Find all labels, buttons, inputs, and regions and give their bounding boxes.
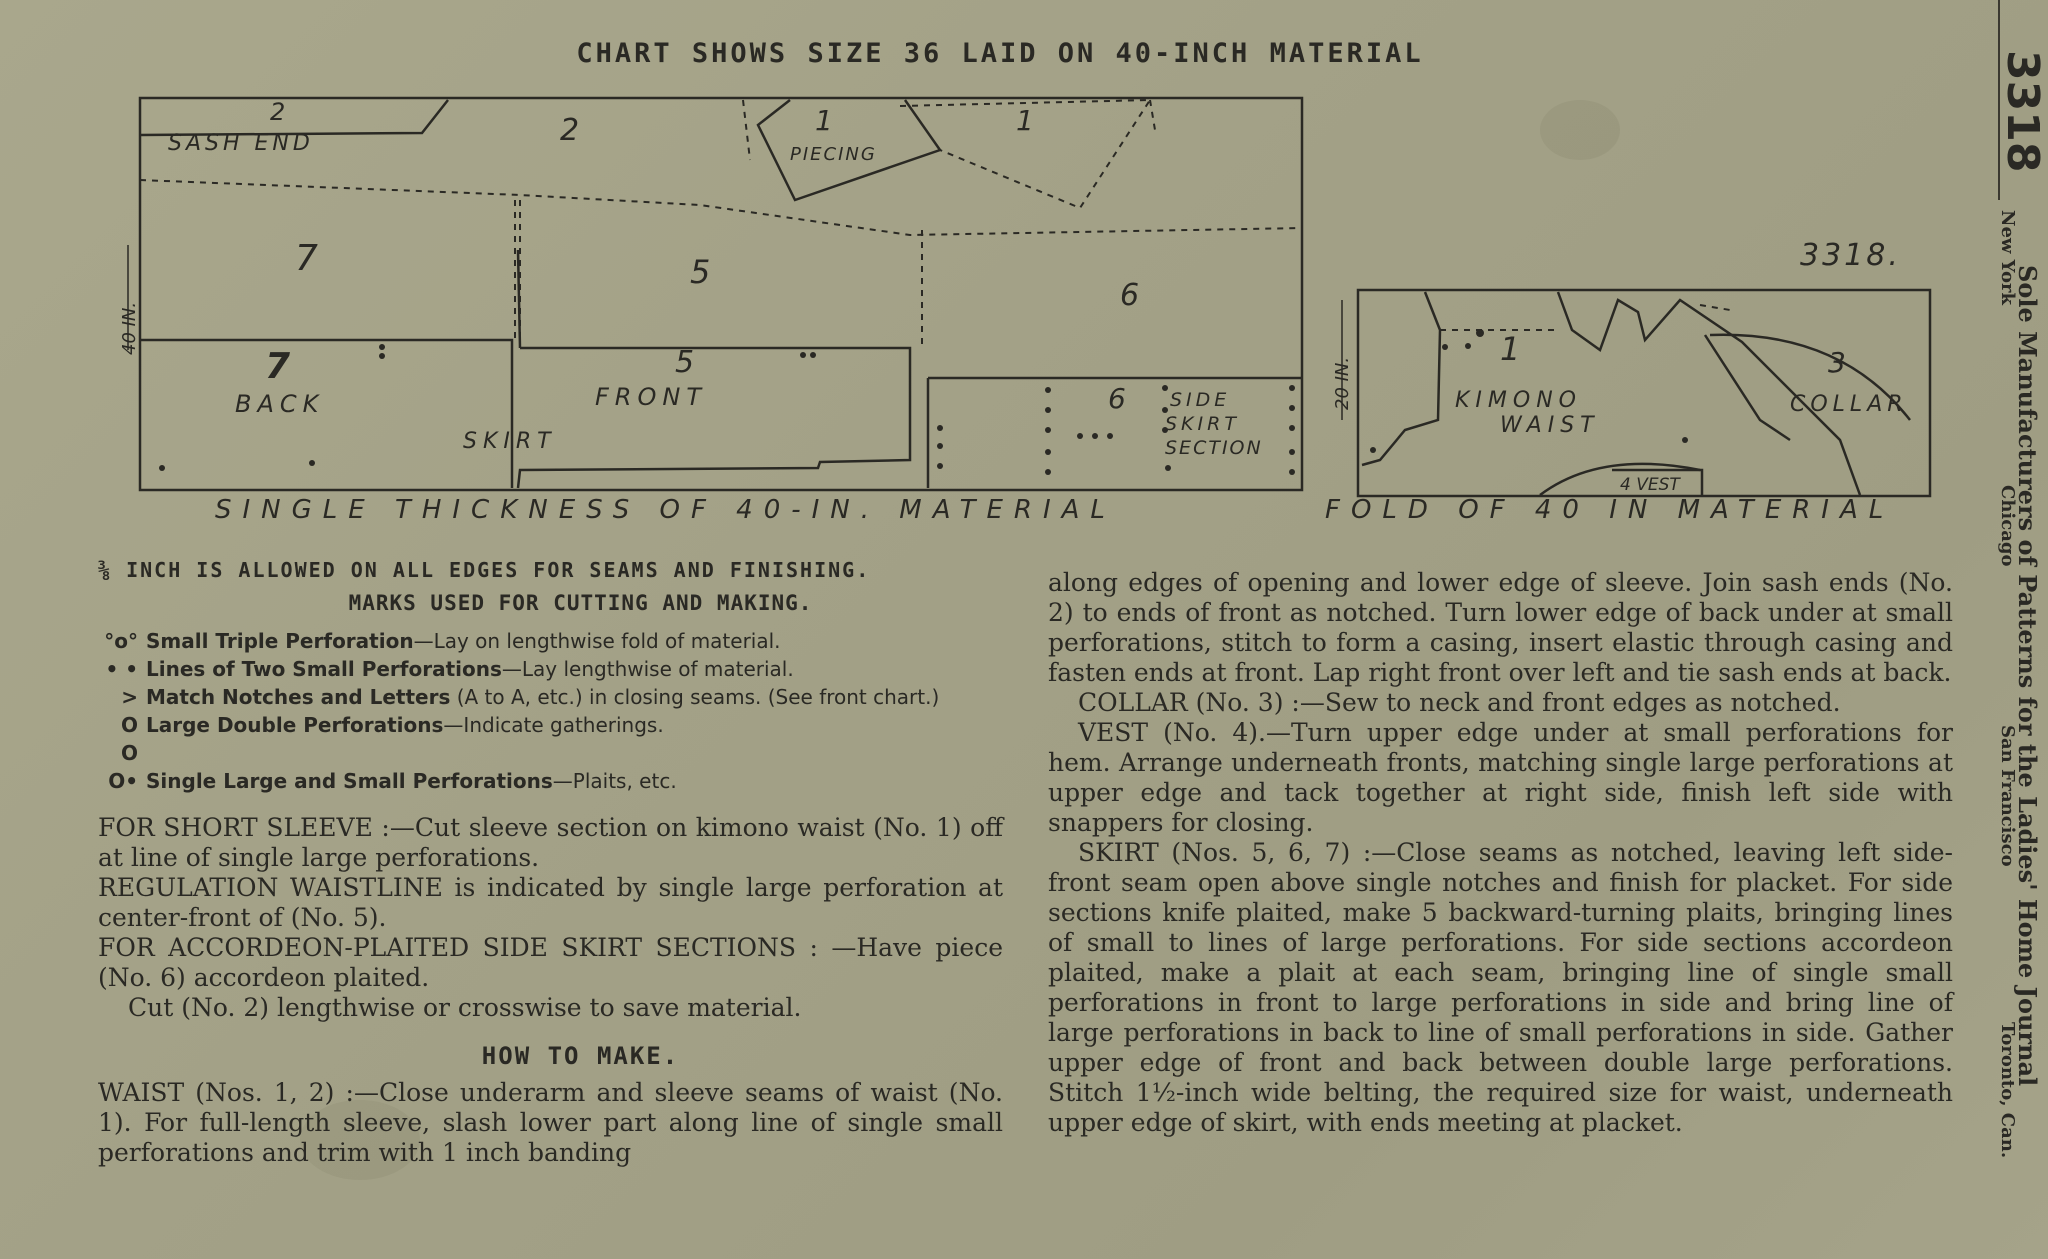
piece-5-upper-label: 5 [690,253,711,291]
collar-label: COLLAR [1790,392,1908,417]
kimono-piece-1-label: 1 [1500,330,1521,368]
cut-para: Cut (No. 2) lengthwise or crosswise to save material. [128,993,802,1022]
mark-triple-perforation [98,627,1003,655]
two-perforations-icon: • • [105,657,138,681]
skirt-label: SKIRT [463,429,557,454]
marks-title: MARKS USED FOR CUTTING AND MAKING. [348,591,813,615]
cutting-layout-chart [0,0,2000,540]
right-instructions-column [1048,568,1953,1138]
large-small-perforation-icon: O• [108,769,138,793]
notch-icon: > [121,685,138,709]
publisher-line: Sole Manufacturers of Patterns for the Ladies' Home Journal [2013,265,2042,1087]
accordeon-para: FOR ACCORDEON-PLAITED SIDE SKIRT SECTIONS : —Have piece (No. 6) accordeon plaited. [98,933,1003,992]
marks-list [98,627,1003,795]
piece-7-upper-label: 7 [295,238,318,279]
sash-number: 2 [270,98,286,126]
piece-7-lower-label: 7 [265,346,291,387]
mark-name: Single Large and Small Perforations [146,769,553,793]
sash-end-label: SASH END [168,131,314,156]
side-skirt-label: SKIRT [1165,413,1240,435]
vest-label: 4 VEST [1620,475,1680,495]
kimono-label: KIMONO [1455,388,1582,413]
piece-2-label: 2 [560,113,580,148]
mark-single-large-small [98,767,1003,795]
width-label-40: 40 IN. [119,301,140,355]
triple-perforation-icon: °o° [104,629,138,653]
waistline-para: REGULATION WAISTLINE is indicated by single large perforation at center-front of (No. 5). [98,873,1003,932]
mark-notches [98,683,1003,711]
seam-allowance-note: ⅜ INCH IS ALLOWED ON ALL EDGES FOR SEAMS AND FINISHING. [98,558,871,582]
mark-desc: —Lay on lengthwise fold of material. [413,629,781,653]
side-section-label: SECTION [1165,437,1263,459]
side-label: SIDE [1170,389,1231,411]
sleeve-sash-para: along edges of opening and lower edge of sleeve. Join sash ends (No. 2) to ends of front as notched. Turn lower edge of back under at small perforations, stitch to form a casing, insert elastic through casing and fasten ends at front. Lap right front over left and tie sash ends at back. [1048,568,1953,687]
piece-5-lower-label: 5 [675,345,695,380]
piece-6-lower-label: 6 [1108,382,1126,415]
city-toronto: Toronto, Can. [1997,1022,2018,1159]
collar-para: COLLAR (No. 3) :—Sew to neck and front edges as notched. [1078,688,1841,717]
mark-desc: —Indicate gatherings. [443,713,664,737]
left-instructions-column [98,558,1003,1168]
mark-name: Lines of Two Small Perforations [146,657,502,681]
back-label: BACK [235,390,325,418]
piecing-number: 1 [815,104,833,137]
mark-desc: —Plaits, etc. [552,769,677,793]
piece-1-label: 1 [1016,104,1034,137]
city-new-york: New York [1997,210,2018,305]
large-double-perforation-icon: O O [120,713,138,765]
mark-two-perforations [98,655,1003,683]
collar-piece-3-label: 3 [1828,346,1846,379]
short-sleeve-para: FOR SHORT SLEEVE :—Cut sleeve section on kimono waist (No. 1) off at line of single large perforations. [98,813,1003,872]
mark-desc: (A to A, etc.) in closing seams. (See front chart.) [450,685,940,709]
piecing-label: PIECING [790,144,877,165]
front-label: FRONT [595,383,707,411]
fold-caption: FOLD OF 40 IN MATERIAL [1325,495,1895,525]
vest-para: VEST (No. 4).—Turn upper edge under at small perforations for hem. Arrange underneath fronts, matching single large perforations at upper edge and tack together at right side, finish left side with snappers for closing. [1048,718,1953,837]
pattern-number: 3318. [1800,238,1901,273]
waist-label: WAIST [1500,413,1600,438]
city-chicago: Chicago [1997,485,2018,567]
publisher-block [1998,210,2048,1210]
city-san-francisco: San Francisco [1997,725,2018,867]
skirt-para: SKIRT (Nos. 5, 6, 7) :—Close seams as notched, leaving left side-front seam open above single notches and finish for placket. For side sections knife plaited, make 5 backward-turning plaits, bringing lines of small to lines of large perforations. For side sections accordeon plaited, make a plait at each seam, bringing line of single small perforations in front to large perforations in side and bring line of large perforations in back to line of small perforations in side. Gather upper edge of front and back between double large perforations. Stitch 1½-inch wide belting, the required size for waist, underneath upper edge of skirt, with ends meeting at placket. [1048,838,1953,1137]
mark-large-double [98,711,1003,767]
mark-name: Large Double Perforations [146,713,444,737]
waist-para: WAIST (Nos. 1, 2) :—Close underarm and sleeve seams of waist (No. 1). For full-length sleeve, slash lower part along line of single small perforations and trim with 1 inch banding [98,1078,1003,1167]
mark-name: Small Triple Perforation [146,629,414,653]
pattern-number-tab-text: 3318 [1997,50,2048,173]
mark-name: Match Notches and Letters [146,685,451,709]
how-to-make-heading: HOW TO MAKE. [481,1042,680,1070]
width-label-20: 20 IN. [1332,356,1353,410]
single-thickness-caption: SINGLE THICKNESS OF 40-IN. MATERIAL [215,495,1116,525]
mark-desc: —Lay lengthwise of material. [501,657,794,681]
piece-6-upper-label: 6 [1120,278,1140,313]
pattern-number-tab [1998,0,2048,200]
chart-title: CHART SHOWS SIZE 36 LAID ON 40-INCH MATERIAL [576,38,1424,69]
